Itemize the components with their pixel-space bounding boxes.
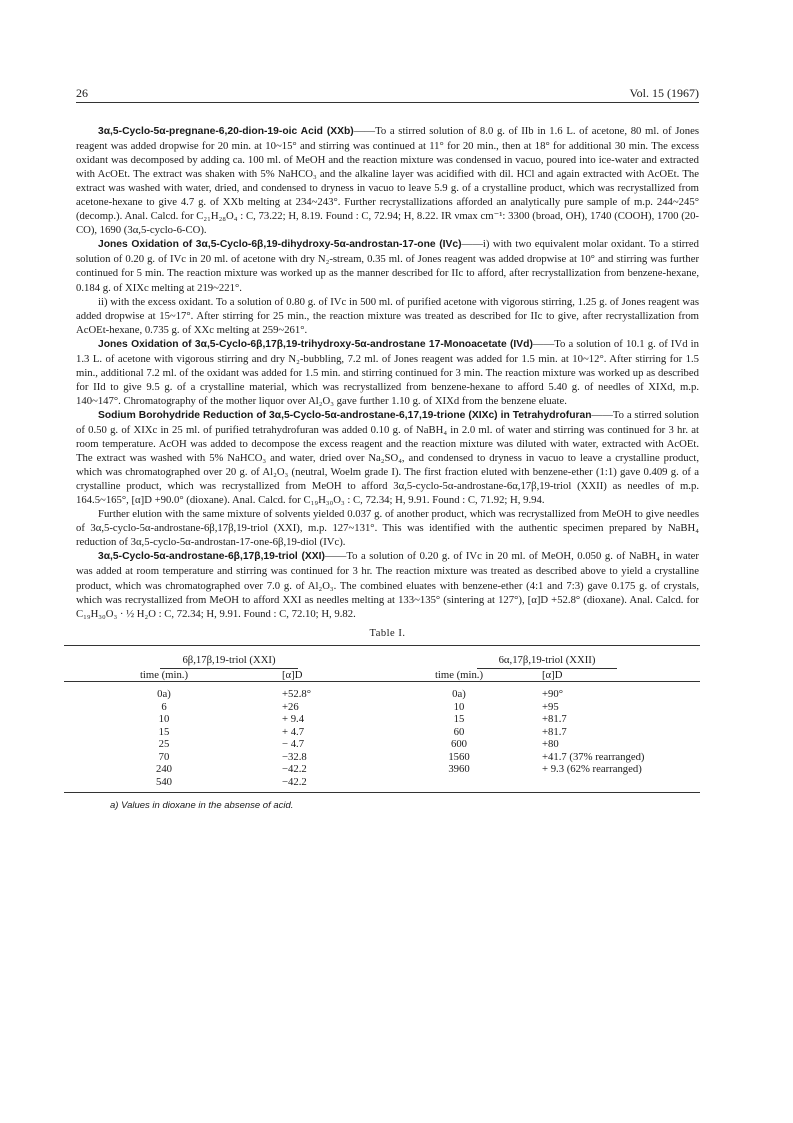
cell-rotation: −42.2 [282,763,307,776]
cell-rotation: − 4.7 [282,738,305,751]
col-time-xxii: time (min.) [434,668,484,681]
cell-rotation: +26 [282,700,299,713]
table-row [64,763,700,776]
paragraph-text: ii) with the excess oxidant. To a solution of 0.80 g. of IVc in 500 ml. of purified acetone with vigorous stirring, 1.25 g. of Jones reagent was added dropwise at 15~17°. After stirring for 25 min., the reaction mixture was treated as described for IIc to give, after recrystallization from AcOEt-hexane, 0.735 g. of XXc melting at 259~261°. [76,295,699,336]
paragraph-further-elution [76,507,699,549]
table-row [64,713,700,726]
paragraph-text: Further elution with the same mixture of solvents yielded 0.037 g. of another product, which was recrystallized from MeOH to give needles of 3α,5-cyclo-5α-androstane-6β,17β,19-triol (XXI), m.p. 127~131°. This was identified with the authentic specimen prepared by NaBH₄ reduction of 3α,5-cyclo-5α-androstan-17-one-6β,19-diol (IVc). [76,508,699,549]
cell-rotation: + 9.3 (62% rearranged) [542,763,642,776]
cell-time: 15 [453,713,465,726]
section-title: 3α,5-Cyclo-5α-androstane-6β,17β,19-triol (XXI) [98,551,325,563]
cell-time: 25 [158,738,170,751]
table-group-header [64,645,700,669]
cell-rotation: +52.8° [282,688,312,701]
paragraph-ivd-oxidation [76,337,699,408]
cell-time: 3960 [448,763,470,776]
cell-time: 10 [453,700,465,713]
col-time-xxi: time (min.) [139,668,189,681]
cell-rotation: −42.2 [282,775,307,788]
cell-rotation: +90° [542,688,563,701]
table-caption: Table I. [369,627,406,639]
table-row [64,682,700,701]
journal-volume: Vol. 15 (1967) [629,86,699,100]
paragraph-text: ——To a stirred solution of 0.50 g. of XIXc in 25 ml. of purified tetrahydrofuran was added 0.10 g. of NaBH₄ in 2.0 ml. of water and stirring was continued for 3 hr. at room temperature. AcOH was added to decompose the excess reagent and the reaction mixture was diluted with water, extracted with AcOEt. The extract was washed with 5% NaHCO₃ and water, dried over Na₂SO₄, and condensed to dryness in vacuo to leave a crystalline product, which was chromatographed over 20 g. of Al₂O₃ (neutral, Woelm grade I). The first fraction eluted with benzene-ether (1:1) gave 0.409 g. of a crystalline product, which was recrystallized from MeOH to afford 3α,5-cyclo-5α-androstane-6α,17β,19-triol (XXII) as needles of m.p. 164.5~165°, [α]D +90.0° (dioxane). Anal. Calcd. for C₁₉H₃₀O₃ : C, 72.34; H, 9.91. Found : C, 71.92; H, 9.94. [76,408,699,507]
section-title: 3α,5-Cyclo-5α-pregnane-6,20-dion-19-oic Acid (XXb) [98,126,354,137]
table-row [64,701,700,714]
cell-time: 10 [158,713,170,726]
table-row [64,776,700,789]
cell-time: 0a) [157,688,171,701]
cell-time: 0a) [452,688,466,701]
cell-time: 240 [155,763,173,776]
cell-rotation: +95 [542,700,559,713]
page-number: 26 [76,86,88,100]
cell-rotation: + 9.4 [282,713,305,726]
paragraph-xxb [76,124,699,237]
section-title: Jones Oxidation of 3α,5-Cyclo-6β,19-dihydroxy-5α-androstan-17-one (IVc) [98,239,462,251]
cell-time: 15 [158,725,170,738]
cell-time: 70 [158,750,170,763]
paragraph-xxi [76,549,699,620]
cell-time: 600 [450,738,468,751]
cell-rotation [524,776,700,789]
col-rot-xxi: [α]D [282,668,303,681]
cell-time: 60 [453,725,465,738]
cell-rotation: +41.7 (37% rearranged) [542,750,645,763]
table-row [64,751,700,764]
article-body [76,124,699,647]
cell-rotation: +81.7 [542,725,567,738]
table-bottom-rule [64,792,700,793]
paragraph-text: ——To a solution of 10.1 g. of IVd in 1.3 L. of acetone with vigorous stirring and dry N₂-bubbling, 7.2 ml. of Jones reagent was added for 1.5 min. at 10~12°. After stirring for 1.5 min., additional 7.2 ml. of the oxidant was added for 1.5 min. and stirring continued for 3 min. The reaction mixture was worked up as described for IId to give 9.5 g. of a crystalline material, which was recrystallized from benzene-hexane to afford 5.40 g. of needles of XIXd, m.p. 140~147°. Chromatography of the mother liquor over Al₂O₃ gave further 1.10 g. of XIXd from the benzene eluate. [76,337,699,407]
paragraph-nabh4-reduction [76,408,699,507]
table-footnote: a) Values in dioxane in the absense of acid. [110,800,294,812]
paragraph-ivc-excess [76,295,699,337]
group-xxii-label: 6α,17β,19-triol (XXII) [477,654,618,669]
paragraph-text: ——i) with two equivalent molar oxidant. To a stirred solution of 0.20 g. of IVc in 20 ml. of acetone with dry N₂-stream, 0.35 ml. of Jones reagent was added dropwise at 10° and stirring was further continued for 5 min. The reaction mixture was worked up as the manner described for IIc to afford, after recrystallization from benzene-hexane, 0.184 g. of XIXc melting at 219~221°. [76,238,699,294]
cell-time: 1560 [448,750,470,763]
section-title: Jones Oxidation of 3α,5-Cyclo-6β,17β,19-trihydroxy-5α-androstane 17-Monoacetate (IVd) [98,338,533,350]
cell-time [394,776,524,789]
cell-rotation: +81.7 [542,713,567,726]
paragraph-text: ——To a solution of 0.20 g. of IVc in 20 ml. of MeOH, 0.050 g. of NaBH₄ in water was added at room temperature and stirring was continued for 3 hr. The reaction mixture was treated as described above to yield a crystalline product, which was chromatographed over 7.0 g. of Al₂O₃. The combined eluates with benzene-ether (4:1 and 7:3) gave 0.175 g. of crystals, which was recrystallized from MeOH to afford XXI as needles melting at 133~135° (sintering at 127°), [α]D +52.8° (dioxane). Anal. Calcd. for C₁₉H₃₀O₃ · ½ H₂O : C, 72.34; H, 9.91. Found : C, 72.10; H, 9.82. [76,550,699,620]
cell-rotation: + 4.7 [282,725,305,738]
table-row [64,738,700,751]
paragraph-text: ——To a stirred solution of 8.0 g. of IIb in 1.6 L. of acetone, 80 ml. of Jones reagent was added dropwise for 20 min. at 10~15° and stirring was continued at 11° for 20 min., then at 18° for additional 30 min. The excess oxidant was decomposed by adding ca. 100 ml. of MeOH and the reaction mixture was condensed in vacuo, poured into ice-water and extracted with AcOEt. The extract was shaken with 5% NaHCO₃ and the alkaline layer was acidified with dil. HCl and again extracted with AcOEt. The extract was washed with water, dried, and condensed to dryness in vacuo to leave 5.9 g. of a crystalline product, which was recrystallized from acetone-hexane to give 4.7 g. of XXb melting at 234~243°. Further recrystallizations afforded an analytically pure sample of m.p. 244~245° (decomp.). Anal. Calcd. for C₂₁H₂₈O₄ : C, 73.22; H, 8.19. Found : C, 72.94; H, 8.22. IR νmax cm⁻¹: 3300 (broad, OH), 1740 (COOH), 1700 (20-CO), 1690 (3α,5-cyclo-6-CO). [76,125,699,237]
section-title: Sodium Borohydride Reduction of 3α,5-Cyclo-5α-androstane-6,17,19-trione (XIXc) in Tetrahydrofuran [98,409,592,421]
table-column-header [64,669,700,682]
table-row [64,726,700,739]
group-xxi-label: 6β,17β,19-triol (XXI) [160,654,297,669]
cell-time: 6 [161,700,167,713]
cell-rotation: −32.8 [282,750,307,763]
cell-time: 540 [155,775,173,788]
paragraph-ivc-oxidation [76,237,699,294]
page-header [76,86,699,103]
cell-rotation: +80 [542,738,559,751]
col-rot-xxii: [α]D [542,668,563,681]
rotation-table [64,645,700,789]
